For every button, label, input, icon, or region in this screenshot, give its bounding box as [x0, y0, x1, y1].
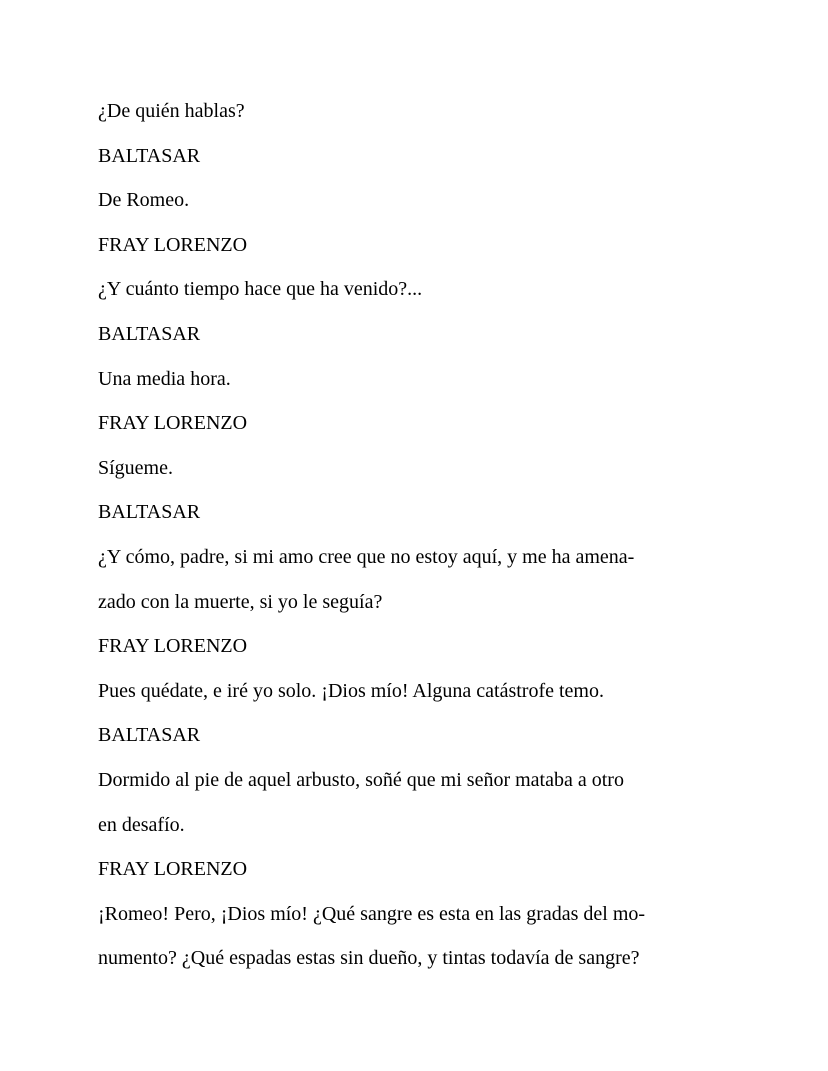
speaker-name: BALTASAR [98, 322, 201, 345]
dialogue-line: Sígueme. [98, 456, 173, 479]
speaker-name: FRAY LORENZO [98, 233, 248, 256]
dialogue-line: De Romeo. [98, 189, 190, 212]
dialogue-line: Dormido al pie de aquel arbusto, soñé que mi señor mataba a otro [98, 768, 624, 791]
speaker-name: BALTASAR [98, 501, 201, 524]
speaker-name: FRAY LORENZO [98, 412, 248, 435]
dialogue-line: ¿Y cómo, padre, si mi amo cree que no estoy aquí, y me ha amena- [98, 545, 635, 568]
dialogue-line: zado con la muerte, si yo le seguía? [98, 590, 383, 613]
play-text [98, 98, 738, 990]
dialogue-line: Pues quédate, e iré yo solo. ¡Dios mío! Alguna catástrofe temo. [98, 679, 604, 702]
dialogue-line: ¡Romeo! Pero, ¡Dios mío! ¿Qué sangre es esta en las gradas del mo- [98, 902, 646, 925]
dialogue-line: en desafío. [98, 813, 185, 836]
dialogue-line: Una media hora. [98, 367, 231, 390]
speaker-name: BALTASAR [98, 144, 201, 167]
dialogue-line: ¿Y cuánto tiempo hace que ha venido?... [98, 278, 423, 301]
dialogue-line: ¿De quién hablas? [98, 100, 245, 122]
speaker-name: FRAY LORENZO [98, 858, 248, 881]
speaker-name: FRAY LORENZO [98, 635, 248, 658]
speaker-name: BALTASAR [98, 724, 201, 747]
dialogue-line: numento? ¿Qué espadas estas sin dueño, y tintas todavía de sangre? [98, 947, 640, 970]
